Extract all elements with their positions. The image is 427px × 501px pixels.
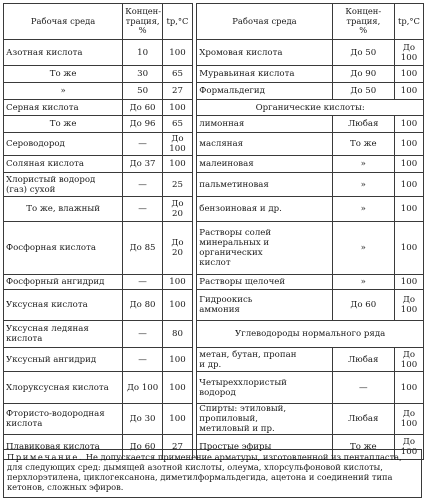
table-row — [4, 156, 424, 173]
left-concentration-cell: До 60 — [123, 435, 163, 460]
left-concentration-cell: До 96 — [123, 116, 163, 133]
footnote-lead: Примечание. — [7, 452, 84, 462]
right-concentration-cell: » — [332, 156, 394, 173]
right-medium-cell: пальметиновая — [197, 173, 332, 197]
table-row — [4, 66, 424, 83]
table-row — [4, 197, 424, 222]
right-concentration-cell: До 60 — [332, 290, 394, 321]
left-temperature-cell: 100 — [162, 100, 192, 116]
left-concentration-cell: — — [123, 197, 163, 222]
left-concentration-cell: — — [123, 321, 163, 348]
footnote — [3, 449, 422, 498]
right-medium-cell: Четыреххлористый водород — [197, 372, 332, 404]
table-row — [4, 116, 424, 133]
left-temperature-cell: До 100 — [162, 133, 192, 156]
right-temperature-cell: 100 — [394, 173, 423, 197]
right-temperature-cell: 100 — [394, 66, 423, 83]
left-concentration-cell: До 60 — [123, 100, 163, 116]
right-temperature-cell: До 100 — [394, 435, 423, 460]
left-concentration-cell: — — [123, 133, 163, 156]
table-row — [4, 275, 424, 290]
right-concentration-cell: До 90 — [332, 66, 394, 83]
left-temperature-cell: 25 — [162, 173, 192, 197]
left-temperature-cell: До 20 — [162, 222, 192, 275]
left-medium-cell: Фосфорный ангидрид — [4, 275, 123, 290]
left-concentration-cell: До 30 — [123, 404, 163, 435]
right-concentration-cell: — — [332, 372, 394, 404]
right-medium-cell: Простые эфиры — [197, 435, 332, 460]
left-concentration-cell: 10 — [123, 40, 163, 66]
right-medium-cell: Спирты: этиловый, пропиловый, метиловый и пр. — [197, 404, 332, 435]
right-medium-cell: Растворы щелочей — [197, 275, 332, 290]
header-concentration-left — [123, 4, 163, 40]
left-concentration-cell: До 85 — [123, 222, 163, 275]
right-section-header: Органические кислоты: — [197, 100, 424, 116]
header-conc-text: Концен- трация, % — [345, 6, 382, 36]
right-concentration-cell: То же — [332, 435, 394, 460]
right-temperature-cell: 100 — [394, 275, 423, 290]
footnote-text: Не допускается применение арматуры, изготовленной из пентапласта, для следующих сред: дымящей азотной кислоты, олеума, хлорсульфоновой кислоты, перхлорэтилена, циклогексанона, диметилформальдегида, ацетона и соединений типа кетонов, сложных эфиров. — [7, 452, 402, 492]
right-medium-cell: метан, бутан, пропан и др. — [197, 348, 332, 372]
left-medium-cell: Уксусная кислота — [4, 290, 123, 321]
table-row — [4, 40, 424, 66]
left-concentration-cell: 30 — [123, 66, 163, 83]
left-temperature-cell: До 20 — [162, 197, 192, 222]
left-temperature-cell: 27 — [162, 83, 192, 100]
right-medium-cell: Растворы солей минеральных и органических кислот — [197, 222, 332, 275]
left-medium-cell: Соляная кислота — [4, 156, 123, 173]
right-medium-cell: Гидроокись аммония — [197, 290, 332, 321]
left-medium-cell: То же, влажный — [4, 197, 123, 222]
left-medium-cell: Уксусный ангидрид — [4, 348, 123, 372]
header-medium-left: Рабочая среда — [4, 4, 123, 40]
header-medium-right: Рабочая среда — [197, 4, 332, 40]
left-medium-cell: Фосфорная кислота — [4, 222, 123, 275]
right-temperature-cell: До 100 — [394, 348, 423, 372]
left-medium-cell: Хлоруксусная кислота — [4, 372, 123, 404]
right-temperature-cell: 100 — [394, 222, 423, 275]
right-concentration-cell: » — [332, 173, 394, 197]
table-row — [4, 290, 424, 321]
right-concentration-cell: » — [332, 197, 394, 222]
table-header — [4, 4, 424, 40]
right-temperature-cell: 100 — [394, 116, 423, 133]
table-row — [4, 133, 424, 156]
left-concentration-cell: — — [123, 173, 163, 197]
table-row — [4, 222, 424, 275]
left-temperature-cell: 100 — [162, 348, 192, 372]
right-temperature-cell: 100 — [394, 133, 423, 156]
left-temperature-cell: 100 — [162, 156, 192, 173]
right-temperature-cell: 100 — [394, 372, 423, 404]
left-concentration-cell: 50 — [123, 83, 163, 100]
right-medium-cell: малеиновая — [197, 156, 332, 173]
left-concentration-cell: До 80 — [123, 290, 163, 321]
left-medium-cell: Азотная кислота — [4, 40, 123, 66]
left-medium-cell: То же — [4, 66, 123, 83]
right-concentration-cell: Любая — [332, 404, 394, 435]
left-medium-cell: Серная кислота — [4, 100, 123, 116]
left-medium-cell: Плавиковая кислота — [4, 435, 123, 460]
left-temperature-cell: 100 — [162, 275, 192, 290]
header-temperature-left: tр,°С — [162, 4, 192, 40]
left-concentration-cell: До 37 — [123, 156, 163, 173]
right-section-header: Углеводороды нормального ряда — [197, 321, 424, 348]
right-concentration-cell: До 50 — [332, 40, 394, 66]
right-temperature-cell: До 100 — [394, 290, 423, 321]
table-row — [4, 83, 424, 100]
left-temperature-cell: 100 — [162, 40, 192, 66]
left-medium-cell: » — [4, 83, 123, 100]
resistance-table — [3, 3, 424, 460]
left-temperature-cell: 65 — [162, 116, 192, 133]
right-concentration-cell: » — [332, 222, 394, 275]
left-medium-cell: Уксусная ледяная кислота — [4, 321, 123, 348]
header-concentration-right — [332, 4, 394, 40]
left-temperature-cell: 65 — [162, 66, 192, 83]
right-medium-cell: масляная — [197, 133, 332, 156]
right-temperature-cell: 100 — [394, 83, 423, 100]
right-temperature-cell: 100 — [394, 197, 423, 222]
left-temperature-cell: 100 — [162, 404, 192, 435]
left-temperature-cell: 27 — [162, 435, 192, 460]
right-medium-cell: бензоиновая и др. — [197, 197, 332, 222]
right-temperature-cell: До 100 — [394, 404, 423, 435]
header-conc-text: Концен- трация, % — [125, 6, 162, 36]
right-medium-cell: лимонная — [197, 116, 332, 133]
table-row — [4, 100, 424, 116]
left-medium-cell: Сероводород — [4, 133, 123, 156]
right-concentration-cell: До 50 — [332, 83, 394, 100]
left-concentration-cell: — — [123, 275, 163, 290]
right-temperature-cell: 100 — [394, 156, 423, 173]
left-medium-cell: То же — [4, 116, 123, 133]
right-medium-cell: Хромовая кислота — [197, 40, 332, 66]
right-concentration-cell: Любая — [332, 348, 394, 372]
table-row — [4, 404, 424, 435]
left-concentration-cell: — — [123, 348, 163, 372]
table-row — [4, 321, 424, 348]
right-concentration-cell: То же — [332, 133, 394, 156]
table-row — [4, 372, 424, 404]
right-medium-cell: Муравьиная кислота — [197, 66, 332, 83]
right-temperature-cell: До 100 — [394, 40, 423, 66]
left-medium-cell: Фтористо-водородная кислота — [4, 404, 123, 435]
right-concentration-cell: » — [332, 275, 394, 290]
right-medium-cell: Формальдегид — [197, 83, 332, 100]
left-temperature-cell: 100 — [162, 372, 192, 404]
left-concentration-cell: До 100 — [123, 372, 163, 404]
left-temperature-cell: 100 — [162, 290, 192, 321]
table-row — [4, 173, 424, 197]
table-body — [4, 40, 424, 460]
left-temperature-cell: 80 — [162, 321, 192, 348]
header-temperature-right: tр,°С — [394, 4, 423, 40]
right-concentration-cell: Любая — [332, 116, 394, 133]
table-row — [4, 348, 424, 372]
left-medium-cell: Хлористый водород (газ) сухой — [4, 173, 123, 197]
